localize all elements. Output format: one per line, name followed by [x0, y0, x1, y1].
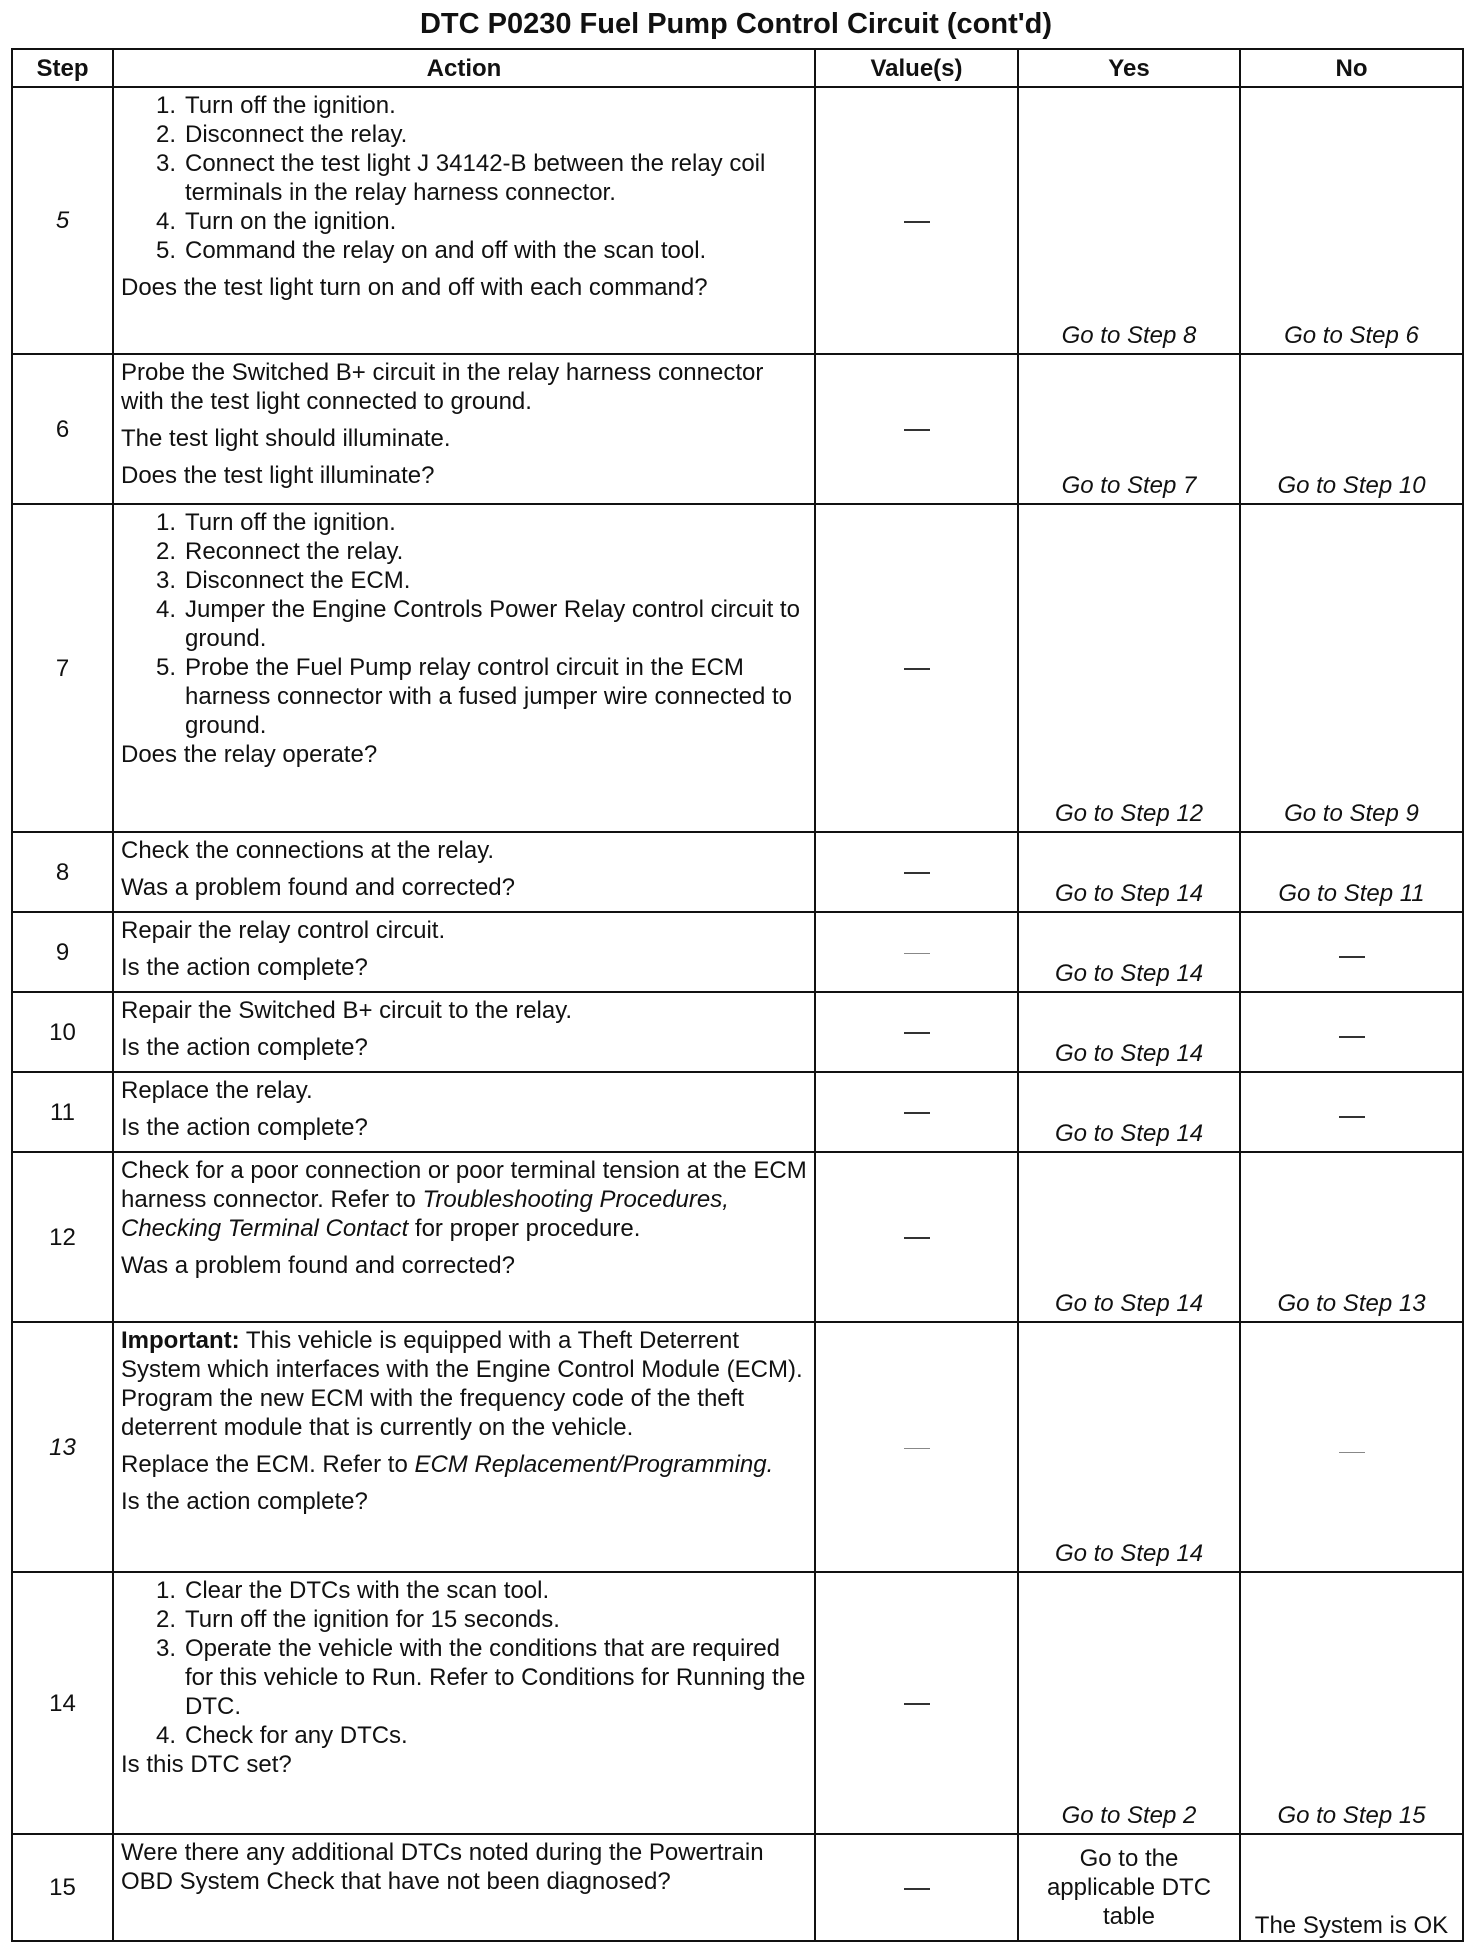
value-cell [815, 1072, 1018, 1152]
action-question: Is the action complete? [121, 1488, 368, 1515]
value-dash [904, 872, 930, 874]
list-item: 1. Clear the DTCs with the scan tool. [155, 1577, 550, 1604]
list-item: 2. Turn off the ignition for 15 seconds. [155, 1606, 560, 1633]
list-item: 1. Turn off the ignition. [155, 509, 396, 536]
value-dash [904, 1888, 930, 1890]
value-cell [815, 1572, 1018, 1834]
dtc-table [11, 48, 1464, 1942]
header-no: No [1240, 49, 1463, 87]
step-number: 9 [12, 912, 113, 992]
yes-cell: Go to Step 14 [1018, 1322, 1240, 1572]
no-cell: The System is OK [1240, 1834, 1463, 1941]
yes-cell: Go to Step 14 [1018, 912, 1240, 992]
important-note: Important: This vehicle is equipped with a Theft Deterrent System which interfaces with the Engine Control Module (ECM). Program the new ECM with the frequency code of the theft deterrent module that is currently on the vehicle. [121, 1327, 803, 1441]
value-dash [904, 1112, 930, 1114]
table-row-step-9 [12, 912, 1463, 992]
table-row-step-12 [12, 1152, 1463, 1322]
no-dash [1339, 1116, 1365, 1118]
action-question: Does the test light illuminate? [121, 462, 435, 489]
value-dash [904, 221, 930, 223]
header-step: Step [12, 49, 113, 87]
reference-link-text: Troubleshooting Procedures, Checking Terminal Contact [121, 1186, 729, 1242]
table-row-step-6 [12, 354, 1463, 504]
important-label: Important: [121, 1327, 240, 1354]
value-cell [815, 1322, 1018, 1572]
action-cell [113, 1322, 815, 1572]
page-title: DTC P0230 Fuel Pump Control Circuit (cont'd) [419, 8, 1053, 40]
action-question: Was a problem found and corrected? [121, 874, 515, 901]
value-dash [904, 668, 930, 670]
step-number: 13 [12, 1322, 113, 1572]
yes-cell: Go to Step 12 [1018, 504, 1240, 832]
value-dash [904, 429, 930, 431]
step-number: 12 [12, 1152, 113, 1322]
no-dash [1339, 956, 1365, 958]
yes-cell: Go to Step 2 [1018, 1572, 1240, 1834]
no-cell: Go to Step 9 [1240, 504, 1463, 832]
action-cell [113, 1572, 815, 1834]
yes-cell: Go to Step 14 [1018, 832, 1240, 912]
no-cell [1240, 912, 1463, 992]
yes-cell: Go to Step 7 [1018, 354, 1240, 504]
value-dash [904, 1237, 930, 1239]
value-cell [815, 912, 1018, 992]
step-number: 11 [12, 1072, 113, 1152]
list-item: 2. Reconnect the relay. [155, 538, 404, 565]
yes-cell: Go to the applicable DTC table [1018, 1834, 1240, 1941]
action-cell [113, 1834, 815, 1941]
step-number: 5 [12, 87, 113, 354]
yes-cell: Go to Step 14 [1018, 992, 1240, 1072]
action-question: Is this DTC set? [121, 1751, 292, 1778]
action-text: Check the connections at the relay. [121, 837, 495, 864]
action-cell [113, 87, 815, 354]
action-question: Is the action complete? [121, 954, 368, 981]
list-item: 4. Check for any DTCs. [155, 1722, 408, 1749]
value-cell [815, 1834, 1018, 1941]
no-cell: Go to Step 11 [1240, 832, 1463, 912]
action-cell [113, 992, 815, 1072]
value-dash [904, 1448, 930, 1449]
list-item: 3. Operate the vehicle with the conditions that are required for this vehicle to Run. Refer to Conditions for Running the DTC. [155, 1635, 806, 1720]
no-cell [1240, 1322, 1463, 1572]
action-question: Does the relay operate? [121, 741, 378, 768]
no-cell: Go to Step 6 [1240, 87, 1463, 354]
value-dash [904, 1703, 930, 1705]
step-number: 6 [12, 354, 113, 504]
value-cell [815, 832, 1018, 912]
value-cell [815, 992, 1018, 1072]
step-number: 10 [12, 992, 113, 1072]
table-row-step-10 [12, 992, 1463, 1072]
value-cell [815, 354, 1018, 504]
action-text: Check for a poor connection or poor terminal tension at the ECM harness connector. Refer to Troubleshooting Procedures, Checking Terminal Contact for proper procedure. [121, 1157, 807, 1242]
no-cell [1240, 992, 1463, 1072]
action-cell [113, 354, 815, 504]
action-text: Probe the Switched B+ circuit in the relay harness connector with the test light connected to ground. [121, 359, 764, 415]
yes-cell: Go to Step 8 [1018, 87, 1240, 354]
list-item: 5. Probe the Fuel Pump relay control circuit in the ECM harness connector with a fused jumper wire connected to ground. [155, 654, 792, 739]
header-values: Value(s) [815, 49, 1018, 87]
list-item: 4. Turn on the ignition. [155, 208, 397, 235]
list-item: 4. Jumper the Engine Controls Power Relay control circuit to ground. [155, 596, 800, 652]
value-cell [815, 1152, 1018, 1322]
table-header-row [12, 49, 1463, 87]
table-row-step-5 [12, 87, 1463, 354]
step-number: 14 [12, 1572, 113, 1834]
action-text: The test light should illuminate. [121, 425, 451, 452]
action-question: Was a problem found and corrected? [121, 1252, 515, 1279]
value-dash [904, 953, 930, 954]
header-yes: Yes [1018, 49, 1240, 87]
action-question: Does the test light turn on and off with each command? [121, 274, 708, 301]
table-row-step-7 [12, 504, 1463, 832]
list-item: 3. Disconnect the ECM. [155, 567, 411, 594]
action-text: Replace the relay. [121, 1077, 313, 1104]
value-dash [904, 1032, 930, 1034]
action-cell [113, 1072, 815, 1152]
no-dash [1339, 1036, 1365, 1038]
list-item: 5. Command the relay on and off with the scan tool. [155, 237, 707, 264]
action-cell [113, 912, 815, 992]
action-cell [113, 504, 815, 832]
value-cell [815, 87, 1018, 354]
no-dash [1339, 1452, 1365, 1453]
table-row-step-11 [12, 1072, 1463, 1152]
table-row-step-8 [12, 832, 1463, 912]
step-number: 15 [12, 1834, 113, 1941]
step-number: 8 [12, 832, 113, 912]
no-cell [1240, 1072, 1463, 1152]
no-cell: Go to Step 10 [1240, 354, 1463, 504]
action-question: Were there any additional DTCs noted during the Powertrain OBD System Check that have not been diagnosed? [121, 1839, 764, 1895]
yes-cell: Go to Step 14 [1018, 1072, 1240, 1152]
list-item: 2. Disconnect the relay. [155, 121, 408, 148]
action-cell [113, 1152, 815, 1322]
reference-link-text: ECM Replacement/Programming. [414, 1451, 774, 1478]
value-cell [815, 504, 1018, 832]
action-question: Is the action complete? [121, 1114, 368, 1141]
action-question: Is the action complete? [121, 1034, 368, 1061]
no-cell: Go to Step 15 [1240, 1572, 1463, 1834]
table-row-step-14 [12, 1572, 1463, 1834]
header-action: Action [113, 49, 815, 87]
table-row-step-13 [12, 1322, 1463, 1572]
action-text: Replace the ECM. Refer to ECM Replacement/Programming. [121, 1451, 774, 1478]
table-row-step-15 [12, 1834, 1463, 1941]
list-item: 1. Turn off the ignition. [155, 92, 396, 119]
yes-cell: Go to Step 14 [1018, 1152, 1240, 1322]
action-cell [113, 832, 815, 912]
action-text: Repair the relay control circuit. [121, 917, 446, 944]
list-item: 3. Connect the test light J 34142-B between the relay coil terminals in the relay harness connector. [155, 150, 766, 206]
step-number: 7 [12, 504, 113, 832]
action-text: Repair the Switched B+ circuit to the relay. [121, 997, 573, 1024]
no-cell: Go to Step 13 [1240, 1152, 1463, 1322]
